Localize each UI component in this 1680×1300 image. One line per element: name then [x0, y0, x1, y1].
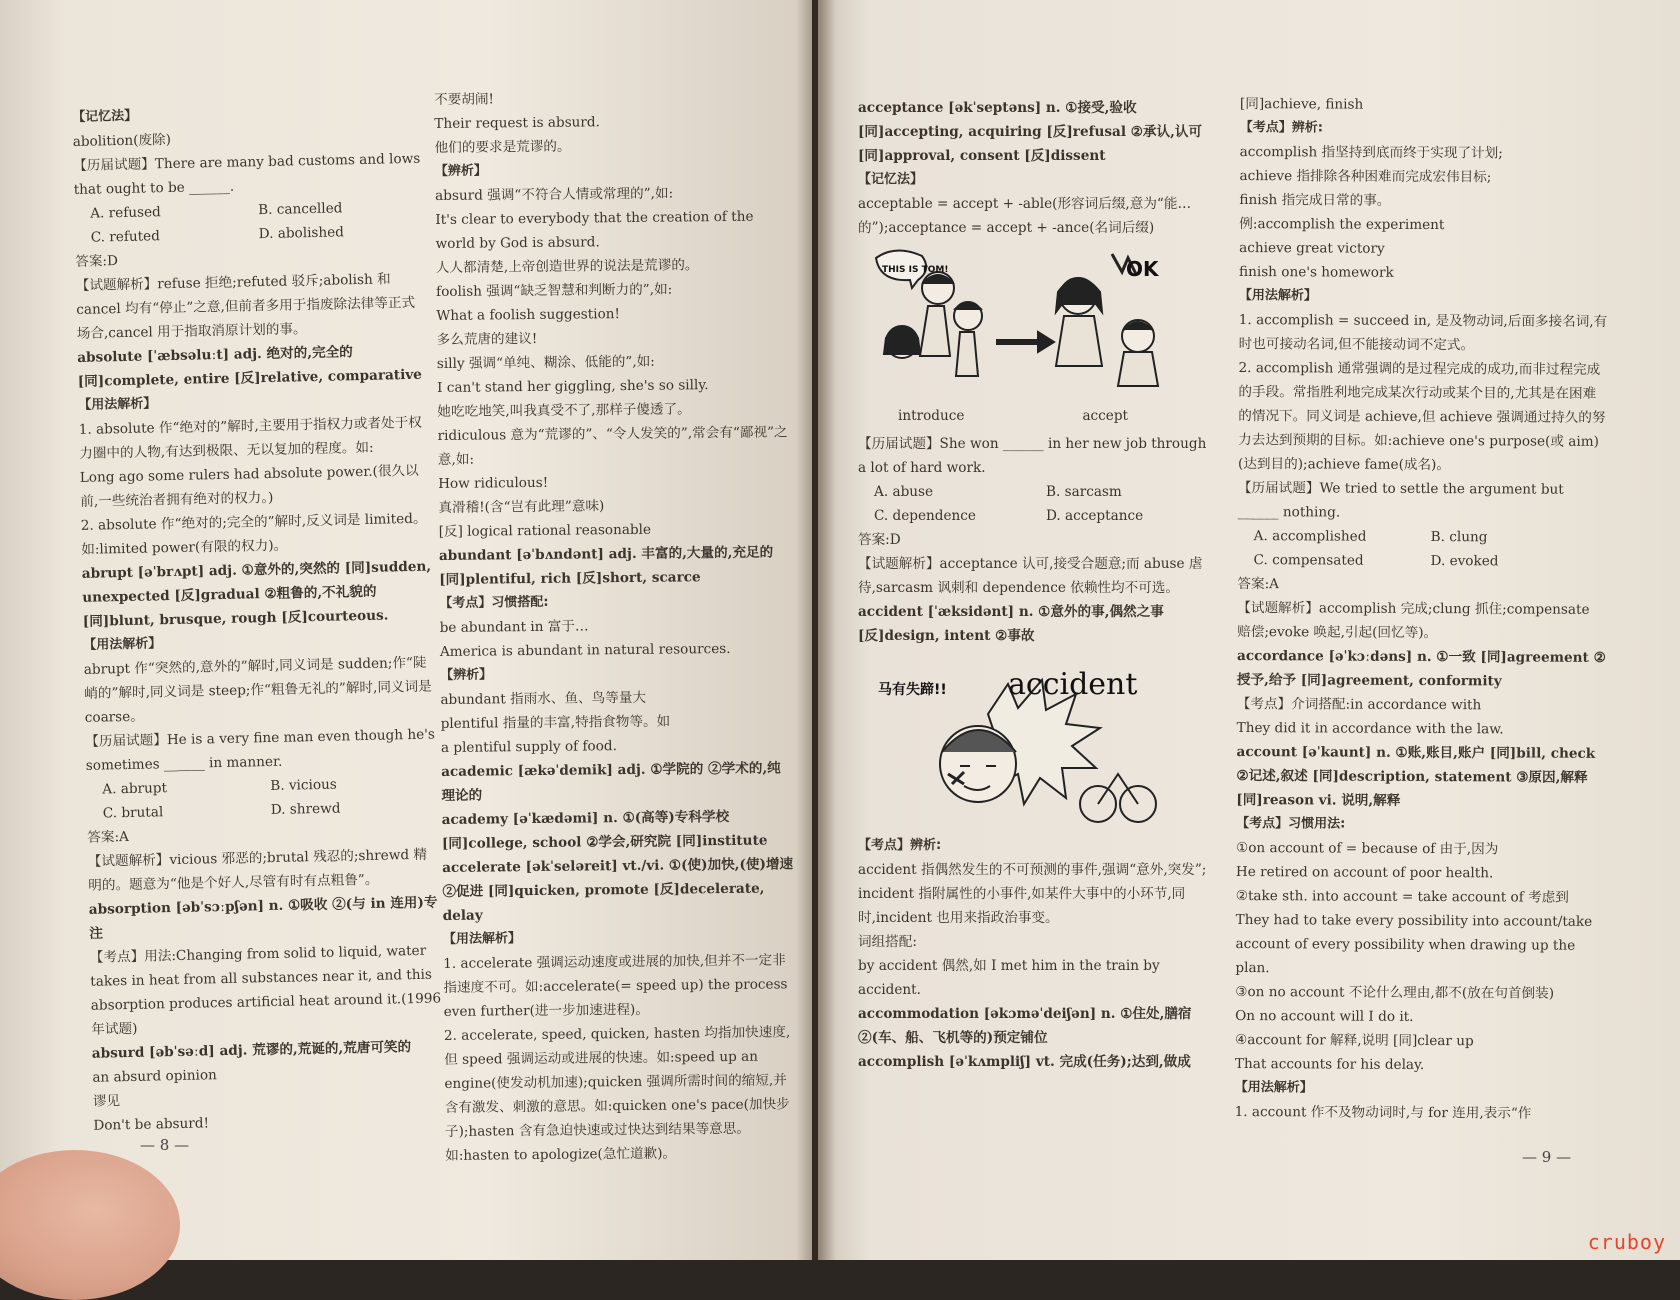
answer-option: A. abrupt: [102, 780, 168, 798]
text-line: 【考点】用法:Changing from solid to liquid, water takes in heat from all substances near it, and this absorption produces artificial heat around it.(1996 年试题): [89, 942, 442, 1038]
text-line: 词组搭配:: [858, 934, 917, 950]
text-line: finish 指完成日常的事。: [1239, 191, 1391, 209]
answer-option: A. abuse: [874, 484, 934, 500]
text-line: silly 强调“单纯、糊涂、低能的”,如:: [436, 353, 655, 372]
section-heading: 【考点】习惯用法:: [1236, 815, 1346, 832]
text-line: It's clear to everybody that the creation of the world by God is absurd.: [435, 208, 754, 252]
text-line: 例:accomplish the experiment: [1239, 215, 1445, 234]
text-line: 2. accomplish 通常强调的是过程完成的成功,而非过程完成的手段。常指胜利地完成某次行动或某个目的,尤其是在困难的情况下。同义词是 achieve,但 achieve 强调通过持久的努力去达到预期的目标。如:achieve one's purpose(或 aim)(达到目的);achieve fame(成名)。: [1238, 359, 1606, 474]
dictionary-entry: acceptance [əkˈseptəns] n. ①接受,验收 [同]accepting, acquiring [反]refusal ②承认,认可 [同]approval, consent [反]dissent: [858, 100, 1203, 164]
dictionary-entry: academic [ækəˈdemik] adj. ①学院的 ②学术的,纯理论的: [441, 760, 781, 804]
column-1-middle: [858, 432, 1218, 648]
dictionary-entry: accordance [əˈkɔːdəns] n. ①一致 [同]agreement ②授予,给予 [同]agreement, conformity: [1236, 647, 1606, 690]
section-heading: 【用法解析】: [442, 931, 522, 947]
text-line: ridiculous 意为“荒谬的”、“令人发笑的”,常会有“鄙视”之意,如:: [437, 424, 788, 468]
section-heading: 【辨析】: [440, 667, 493, 683]
text-line: acceptable = accept + -able(形容词后缀,意为“能…的”);acceptance = accept + -ance(名词后缀): [858, 196, 1192, 236]
introduce-label: introduce: [898, 408, 965, 424]
answer-option: C. brutal: [102, 804, 164, 822]
text-line: They had to take every possibility into account/take account of every possibility when drawing up the plan.: [1235, 911, 1593, 977]
text-line: 答案:A: [1237, 575, 1280, 593]
left-page-column-1: [72, 99, 446, 1138]
text-line: finish one's homework: [1239, 263, 1394, 281]
answer-options-row: [1237, 548, 1607, 574]
text-line: [同]achieve, finish: [1239, 95, 1364, 113]
page-number-right: — 9 —: [1522, 1148, 1572, 1166]
text-line: 2. absolute 作“绝对的;完全的”解时,反义词是 limited。如:limited power(有限的权力)。: [80, 510, 427, 558]
text-line: He retired on account of poor health.: [1235, 863, 1494, 882]
answer-option: D. abolished: [258, 224, 345, 243]
text-line: 答案:A: [87, 828, 130, 846]
text-line: [反] logical rational reasonable: [438, 521, 652, 540]
text-line: Don't be absurd!: [93, 1115, 210, 1134]
answer-option: A. accomplished: [1253, 528, 1367, 545]
right-page-column-2: [1235, 92, 1610, 1126]
text-line: abolition(废除): [72, 131, 172, 150]
answer-options-row: [858, 480, 1218, 504]
text-line: 谬见: [92, 1093, 121, 1110]
text-line: achieve 指排除各种困难而完成宏伟目标;: [1239, 167, 1492, 186]
text-line: 1. absolute 作“绝对的”解时,主要用于指权力或者处于权力圈中的人物,有达到极限、无以复加的程度。如:: [78, 414, 422, 462]
dictionary-entry: absurd [əbˈsəːd] adj. 荒谬的,荒诞的,荒唐可笑的: [91, 1039, 412, 1062]
text-line: foolish 强调“缺乏智慧和判断力的”,如:: [436, 281, 673, 300]
answer-option: D. acceptance: [1046, 508, 1144, 524]
dictionary-entry: accomplish [əˈkʌmpliʃ] vt. 完成(任务);达到,做成: [858, 1054, 1191, 1070]
text-line: 【试题解析】accomplish 完成;clung 抓住;compensate 赔偿;evoke 唤起,引起(回忆等)。: [1237, 599, 1590, 642]
answer-option: C. compensated: [1253, 552, 1364, 569]
text-line: 【历届试题】There are many bad customs and lows that ought to be ______.: [73, 150, 421, 198]
column-1-bottom: [858, 834, 1218, 1074]
ok-shout-text: OK: [1126, 257, 1159, 281]
accident-shout-text: 马有失蹄!!: [878, 682, 947, 698]
text-line: I can't stand her giggling, she's so silly.: [437, 377, 709, 396]
accident-caption: accident: [1008, 667, 1138, 702]
text-line: 1. accomplish = succeed in, 是及物动词,后面多接名词,有时也可接动名词,但不能接动词不定式。: [1238, 311, 1608, 354]
left-page-column-2: [434, 84, 797, 1168]
right-page-column-1: [858, 96, 1218, 1074]
text-line: What a foolish suggestion!: [436, 306, 621, 324]
answer-options-row: [1238, 524, 1608, 550]
text-line: 答案:D: [75, 253, 119, 270]
section-heading: 【用法解析】: [1238, 287, 1317, 304]
answer-option: B. clung: [1430, 529, 1488, 546]
answer-option: B. sarcasm: [1046, 484, 1122, 500]
speech-bubble-text: THIS IS TOM!: [882, 265, 949, 275]
cartoon-accident-icon: [868, 654, 1188, 830]
answer-option: D. shrewd: [270, 800, 341, 818]
answer-option: C. refuted: [90, 228, 161, 246]
text-line: ②take sth. into account = take account of 考虑到: [1235, 887, 1569, 906]
dictionary-entry: academy [əˈkædəmi] n. ①(高等)专科学校 [同]college, school ②学会,研究院 [同]institute: [441, 808, 768, 852]
answer-options-row: [858, 504, 1218, 528]
dictionary-entry: abundant [əˈbʌndənt] adj. 丰富的,大量的,充足的 [同]plentiful, rich [反]short, scarce: [438, 544, 774, 588]
section-heading: 【用法解析】: [1234, 1079, 1313, 1096]
text-line: 【历届试题】We tried to settle the argument but ______ nothing.: [1237, 479, 1564, 521]
text-line: On no account will I do it.: [1235, 1007, 1414, 1025]
text-line: America is abundant in natural resources.: [439, 640, 731, 660]
text-line: 他们的要求是荒谬的。: [434, 138, 571, 156]
text-line: 【考点】介词搭配:in accordance with: [1236, 695, 1482, 714]
dictionary-entry: accommodation [əkɔməˈdeiʃən] n. ①住处,膳宿 ②(车、船、飞机等的)预定铺位: [858, 1006, 1192, 1046]
text-line: achieve great victory: [1239, 239, 1385, 257]
dictionary-entry: accident [ˈæksidənt] n. ①意外的事,偶然之事 [反]design, intent ②事故: [858, 604, 1164, 644]
accident-illustration: [868, 654, 1188, 830]
text-line: 2. accelerate, speed, quicken, hasten 均指加快速度,但 speed 强调运动或进展的快速。如:speed up an engine(使发动机加速);quicken 强调所需时间的缩短,并含有激发、刺激的意思。如:quicken one's pace(加快步子);hasten 含有急迫快速或过快达到结果等意思。如:hasten to apologize(急忙道歉)。: [443, 1024, 791, 1164]
dictionary-entry: absorption [əbˈsɔːpʃən] n. ①吸收 ②(与 in 连用)专注: [88, 894, 438, 942]
answer-option: A. refused: [90, 204, 161, 222]
text-line: ③on no account 不论什么理由,都不(放在句首倒装): [1235, 983, 1555, 1002]
text-line: 【试题解析】acceptance 认可,接受合题意;而 abuse 虐待,sarcasm 讽刺和 dependence 依赖性均不可选。: [858, 556, 1203, 596]
text-line: That accounts for his delay.: [1234, 1055, 1425, 1073]
answer-option: B. vicious: [270, 776, 337, 794]
dictionary-entry: account [əˈkaunt] n. ①账,账目,账户 [同]bill, check ②记述,叙述 [同]description, statement ③原因,解释 [同]reason vi. 说明,解释: [1236, 743, 1596, 809]
text-line: 1. accelerate 强调运动速度或进展的加快,但并不一定非指速度不可。如:accelerate(= speed up) the process even further(进一步加速进程)。: [443, 952, 788, 1020]
text-line: Their request is absurd.: [434, 114, 600, 132]
cartoon-people-icon: [868, 246, 1188, 396]
page-number-left: — 8 —: [140, 1136, 190, 1154]
text-line: be abundant in 富于…: [439, 618, 589, 636]
text-line: accident 指偶然发生的不可预测的事件,强调“意外,突发”;: [858, 862, 1207, 878]
dictionary-entry: absolute [ˈæbsəluːt] adj. 绝对的,完全的 [同]complete, entire [反]relative, comparative: [77, 344, 422, 390]
text-line: Long ago some rulers had absolute power.(很久以前,一些统治者拥有绝对的权力。): [79, 462, 419, 510]
watermark: cruboy: [1587, 1230, 1666, 1254]
text-line: a plentiful supply of food.: [440, 738, 617, 756]
section-heading: 【用法解析】: [78, 396, 157, 413]
section-heading: 【考点】习惯搭配:: [439, 594, 549, 611]
section-heading: 【考点】辨析:: [858, 838, 942, 853]
text-line: absurd 强调“不符合人情或常理的”,如:: [435, 185, 674, 204]
accept-label: accept: [1082, 408, 1128, 424]
text-line: 真滑稽!(含“岂有此理”意味): [438, 498, 605, 516]
text-line: 【试题解析】refuse 拒绝;refuted 驳斥;abolish 和 cancel 均有“停止”之意,但前者多用于指废除法律等正式场合,cancel 用于指取消原计划的事。: [75, 271, 416, 342]
introduce-accept-illustration: [868, 246, 1188, 428]
dictionary-entry: accelerate [əkˈseləreit] vt./vi. ①(使)加快,(使)增速 ②促进 [同]quicken, promote [反]decelerate, delay: [442, 856, 794, 924]
text-line: accomplish 指坚持到底而终于实现了计划;: [1239, 143, 1503, 162]
text-line: abundant 指雨水、鱼、鸟等量大: [440, 689, 647, 708]
section-heading: 【记忆法】: [858, 172, 924, 187]
answer-option: D. evoked: [1430, 553, 1499, 570]
text-line: plentiful 指量的丰富,特指食物等。如: [440, 713, 671, 732]
section-heading: 【记忆法】: [72, 108, 138, 125]
text-line: abrupt 作“突然的,意外的”解时,同义词是 sudden;作“陡峭的”解时,同义词是 steep;作“粗鲁无礼的”解时,同义词是 coarse。: [83, 654, 432, 726]
dictionary-entry: abrupt [əˈbrʌpt] adj. ①意外的,突然的 [同]sudden, unexpected [反]gradual ②粗鲁的,不礼貌的 [同]blunt, brusque, rough [反]courteous.: [81, 558, 432, 630]
text-line: 答案:D: [858, 532, 901, 548]
text-line: 人人都清楚,上帝创造世界的说法是荒谬的。: [435, 257, 699, 276]
text-line: ①on account of = because of 由于,因为: [1235, 839, 1499, 858]
answer-option: B. cancelled: [258, 200, 343, 219]
text-line: ④account for 解释,说明 [同]clear up: [1234, 1031, 1474, 1050]
text-line: 【历届试题】She won ______ in her new job through a lot of hard work.: [858, 436, 1207, 476]
column-1-top: [858, 96, 1218, 240]
text-line: incident 指附属性的小事件,如某件大事中的小环节,同时,incident 也用来指政治事变。: [858, 886, 1186, 926]
section-heading: 【用法解析】: [83, 636, 162, 653]
text-line: by accident 偶然,如 I met him in the train by accident.: [858, 958, 1160, 998]
section-heading: 【考点】辨析:: [1239, 119, 1324, 136]
text-line: They did it in accordance with the law.: [1236, 719, 1504, 738]
text-line: 她吃吃地笑,叫我真受不了,那样子傻透了。: [437, 401, 691, 420]
answer-option: C. dependence: [874, 508, 976, 524]
text-line: an absurd opinion: [92, 1067, 218, 1086]
text-line: How ridiculous!: [438, 474, 549, 492]
text-line: 不要胡闹!: [434, 91, 495, 108]
text-line: 多么荒唐的建议!: [436, 330, 538, 348]
text-line: 【试题解析】vicious 邪恶的;brutal 残忍的;shrewd 精明的。题意为“他是个好人,尽管有时有点粗鲁”。: [87, 846, 428, 894]
book-spine: [796, 0, 836, 1260]
text-line: 1. account 作不及物动词时,与 for 连用,表示“作: [1234, 1103, 1532, 1122]
text-line: 【历届试题】He is a very fine man even though he's sometimes ______ in manner.: [85, 726, 436, 774]
section-heading: 【辨析】: [434, 163, 487, 179]
